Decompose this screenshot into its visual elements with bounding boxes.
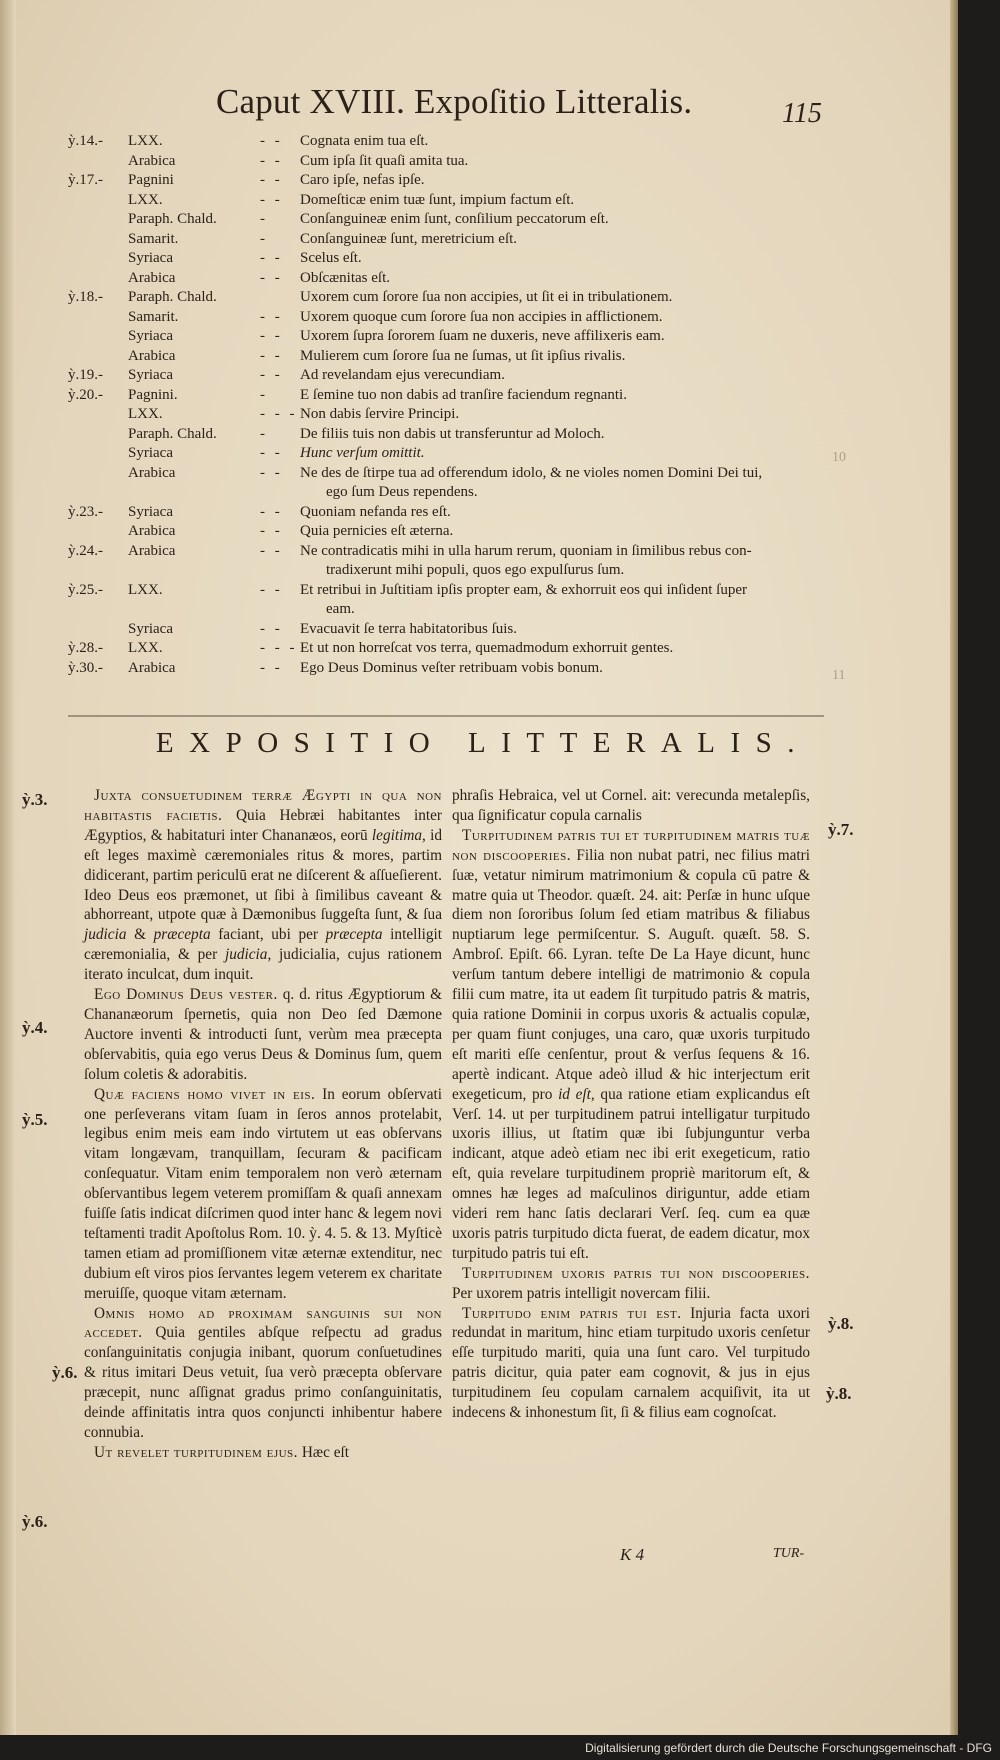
variant-leader-dashes: - - bbox=[260, 542, 283, 559]
variant-reading-text bbox=[300, 542, 820, 581]
variant-leader-dashes: - bbox=[260, 386, 268, 403]
variant-reading-line: Ne des de ſtirpe tua ad offerendum idolo, & ne violes nomen Domini Dei tui, bbox=[300, 464, 763, 481]
variant-verse-number: ỳ.19.- bbox=[68, 367, 103, 383]
variant-version-name: Pagnini. bbox=[128, 386, 178, 403]
variant-row bbox=[68, 191, 820, 211]
variant-verse-number bbox=[68, 152, 128, 172]
variant-row bbox=[68, 152, 820, 172]
commentary-paragraph bbox=[452, 786, 810, 826]
variant-leader-dashes: - - bbox=[260, 523, 283, 539]
variant-row bbox=[68, 308, 820, 328]
variant-leader-dashes: - - bbox=[260, 347, 283, 364]
commentary-paragraph bbox=[84, 985, 442, 1085]
lemma-heading: Turpitudo enim patris tui est. bbox=[462, 1304, 682, 1322]
variant-leader-dashes: - bbox=[260, 211, 268, 227]
variant-verse-number bbox=[68, 249, 128, 269]
commentary-text: Quia Hebræi habitantes inter Ægyptios, & habitaturi inter Chananæos, eorū bbox=[84, 806, 442, 844]
commentary-text: intelligit cæremonialia, & per bbox=[84, 926, 443, 964]
variant-reading-text bbox=[300, 503, 820, 523]
commentary-text: Hæc eſt bbox=[298, 1443, 349, 1461]
emphasized-term: judicia bbox=[84, 926, 127, 944]
variant-row bbox=[68, 386, 820, 406]
variant-row bbox=[68, 269, 820, 289]
variant-reading-line: Conſanguineæ ſunt, meretricium eſt. bbox=[300, 230, 518, 247]
variant-verse-number: ỳ.25.- bbox=[68, 581, 103, 598]
margin-verse-note: ỳ.3. bbox=[22, 790, 48, 809]
variant-verse-number bbox=[68, 230, 128, 250]
variant-row bbox=[68, 639, 820, 659]
variant-leader-dashes: - - bbox=[260, 328, 283, 344]
variant-version-name: Pagnini bbox=[128, 172, 174, 188]
variant-verse-number bbox=[68, 444, 128, 464]
variant-leader-dashes: - - bbox=[260, 367, 283, 383]
variant-row bbox=[68, 444, 820, 464]
lemma-heading: Ut revelet turpitudinem ejus. bbox=[94, 1443, 298, 1461]
variant-row bbox=[68, 581, 820, 620]
commentary-text: Filia non nubat patri, nec filius matri ſuæ, vetatur nimirum matrimonium & copula cū patre & matre quia ut Theodor. quæſt. 24. ait: Perſæ in hunc uſque diem non ſororibus ſolum ſed etiam matribus & filiabus nuptiarum lege permiſcentur. S. Auguſt. quæſt. 58. S. Ambroſ. Epiſt. 66. Lyran. teſte De La Haye dicunt, hunc verſum tantum debere intelligi de matrimonio & copula filii cum matre, ita ut eadem ſit turpitudo patris & matris, quia ratione Dominii in corpus uxoris & actualis copulæ, per quam fiunt conjuges, una caro, quæ uxoris turpitudo eſt mariti eſſe cenſentur, prout & verſus ſequens & 16. apertè indicant. Atque adeò illud bbox=[452, 846, 811, 1083]
variant-row bbox=[68, 288, 820, 308]
variant-reading-text bbox=[300, 639, 820, 659]
variant-version-name: LXX. bbox=[128, 640, 163, 656]
variant-reading-line: Uxorem ſupra ſororem ſuam ne duxeris, neve affilixeris eam. bbox=[300, 328, 665, 344]
commentary-text: & bbox=[126, 926, 154, 944]
variant-row bbox=[68, 249, 820, 269]
variant-row bbox=[68, 347, 820, 367]
commentary-text: hic interjectum erit exegeticum, pro bbox=[452, 1065, 811, 1103]
variant-row bbox=[68, 522, 820, 542]
variant-verse-number: ỳ.14.- bbox=[68, 133, 103, 149]
page-number: 115 bbox=[782, 98, 822, 129]
variant-reading-line: Caro ipſe, nefas ipſe. bbox=[300, 172, 425, 188]
variant-version-name: Paraph. Chald. bbox=[128, 211, 217, 227]
variant-row bbox=[68, 230, 820, 250]
variant-reading-line: Quia pernicies eſt æterna. bbox=[300, 523, 454, 539]
commentary-paragraph bbox=[452, 1304, 810, 1423]
variant-reading-text bbox=[300, 425, 820, 445]
variant-reading-text bbox=[300, 327, 820, 347]
variant-row bbox=[68, 620, 820, 640]
variant-verse-number: ỳ.17.- bbox=[68, 172, 103, 188]
commentary-text: q. d. ritus Ægyptiorum & Chananæorum ſpernetis, quia non Deo ſed Dæmone Auctore inventi & introducti ſunt, verùm mea præcepta obſervabitis, quia ego verus Deus & Dominus ſum, quem ſolum coletis & adorabitis. bbox=[84, 986, 442, 1083]
variant-reading-text bbox=[300, 405, 820, 425]
variant-leader-dashes: - - - bbox=[260, 406, 298, 422]
variant-reading-line: Conſanguineæ enim ſunt, conſilium peccatorum eſt. bbox=[300, 211, 609, 227]
variant-verse-number: ỳ.30.- bbox=[68, 659, 103, 676]
lemma-heading: Omnis homo ad proximam sanguinis sui non accedet. bbox=[84, 1304, 442, 1342]
variant-reading-text bbox=[300, 249, 820, 269]
variant-verse-number bbox=[68, 347, 128, 367]
variant-version-name: LXX. bbox=[128, 133, 163, 149]
variant-verse-number bbox=[68, 425, 128, 445]
variant-reading-line: Quoniam nefanda res eſt. bbox=[300, 503, 451, 520]
variant-version-name: Samarit. bbox=[128, 308, 179, 325]
page-gutter bbox=[0, 0, 16, 1735]
variant-verse-number bbox=[68, 308, 128, 328]
bleed-through-mark: 11 bbox=[832, 668, 846, 683]
lemma-heading: Juxta consuetudinem terræ Ægypti in qua non habitastis facietis. bbox=[84, 787, 442, 824]
variant-reading-text bbox=[300, 620, 820, 640]
signature-mark: K 4 bbox=[620, 1545, 645, 1564]
margin-verse-note: ỳ.4. bbox=[22, 1018, 48, 1037]
variant-version-name: Syriaca bbox=[128, 250, 173, 266]
variant-reading-continuation: eam. bbox=[326, 601, 355, 617]
variant-leader-dashes: - - bbox=[260, 133, 283, 149]
variant-reading-text bbox=[300, 659, 820, 679]
variant-leader-dashes: - - bbox=[260, 250, 283, 266]
variant-row bbox=[68, 132, 820, 152]
variant-reading-text bbox=[300, 132, 820, 152]
variant-reading-line: Hunc verſum omittit. bbox=[300, 445, 425, 461]
variant-leader-dashes: - - bbox=[260, 172, 283, 188]
variant-verse-number: ỳ.23.- bbox=[68, 503, 103, 520]
variant-row bbox=[68, 405, 820, 425]
variant-version-name: Arabica bbox=[128, 347, 176, 364]
credit-text: Digitalisierung gefördert durch die Deutsche Forschungsgemeinschaft - DFG bbox=[585, 1741, 992, 1755]
margin-verse-note: ỳ.7. bbox=[828, 820, 854, 839]
digitization-credit bbox=[0, 1736, 1000, 1760]
commentary-paragraph bbox=[84, 1304, 442, 1443]
variant-row bbox=[68, 425, 820, 445]
emphasized-term: legitima bbox=[371, 826, 423, 844]
variant-reading-text bbox=[300, 444, 820, 464]
variant-reading-line: Scelus eſt. bbox=[300, 250, 362, 266]
variant-reading-text bbox=[300, 191, 820, 211]
variant-reading-line: Mulierem cum ſorore ſua ne ſumas, ut ſit ipſius rivalis. bbox=[300, 347, 626, 364]
variant-version-name: Arabica bbox=[128, 152, 176, 169]
variant-leader-dashes bbox=[260, 288, 300, 308]
margin-verse-note: ỳ.8. bbox=[828, 1314, 854, 1333]
commentary-paragraph bbox=[84, 1085, 442, 1304]
variant-version-name: LXX. bbox=[128, 581, 163, 598]
variant-reading-text bbox=[300, 366, 820, 386]
variant-version-name: Paraph. Chald. bbox=[128, 425, 217, 442]
variant-version-name: Arabica bbox=[128, 269, 176, 286]
running-head: Caput XVIII. Expoſitio Litteralis. bbox=[216, 82, 693, 121]
commentary-text: phraſis Hebraica, vel ut Cornel. ait: verecunda metalepſis, qua ſignificatur copula carnalis bbox=[452, 787, 810, 824]
variant-reading-text bbox=[300, 581, 820, 620]
variant-reading-text bbox=[300, 386, 820, 406]
variant-leader-dashes: - - bbox=[260, 503, 283, 520]
commentary-text: , judicialia, cujus rationem iterato inculcat, dum inquit. bbox=[84, 946, 442, 984]
variant-reading-text bbox=[300, 464, 820, 503]
variant-reading-text bbox=[300, 230, 820, 250]
variant-reading-text bbox=[300, 347, 820, 367]
variant-row bbox=[68, 503, 820, 523]
emphasized-term: id eſt bbox=[558, 1085, 591, 1103]
variant-reading-line: Non dabis ſervire Principi. bbox=[300, 406, 460, 422]
variant-leader-dashes: - - - bbox=[260, 640, 298, 656]
margin-verse-note: ỳ.8. bbox=[826, 1384, 852, 1403]
variant-verse-number bbox=[68, 191, 128, 211]
variant-readings-table bbox=[68, 132, 820, 678]
commentary-paragraph bbox=[84, 786, 442, 985]
variant-version-name: Samarit. bbox=[128, 230, 179, 247]
variant-reading-text bbox=[300, 288, 820, 308]
variant-version-name: Syriaca bbox=[128, 503, 173, 520]
lemma-heading: Ego Dominus Deus vester. bbox=[94, 986, 278, 1004]
variant-row bbox=[68, 210, 820, 230]
page-edge bbox=[950, 0, 958, 1735]
emphasized-term: & bbox=[669, 1065, 682, 1083]
section-title: EXPOSITIO LITTERALIS. bbox=[155, 727, 811, 759]
variant-leader-dashes: - - bbox=[260, 659, 283, 676]
variant-leader-dashes: - - bbox=[260, 464, 283, 481]
variant-row bbox=[68, 171, 820, 191]
variant-reading-line: Et retribui in Juſtitiam ipſis propter eam, & exhorruit eos qui inſident ſuper bbox=[300, 581, 747, 598]
variant-reading-line: Cognata enim tua eſt. bbox=[300, 133, 429, 149]
commentary-text: , id eſt leges maximè cæremoniales ritus & mores, partim didicerant, partim periculū erat ne diſcerent & aſſueſierent. Ideo Deus eos præmonet, ut ſibi à ſimilibus caveant & abhorreant, utpote quæ à Dæmonibus ſuggeſta ſunt, & ſua bbox=[84, 826, 442, 924]
variant-reading-line: Uxorem quoque cum ſorore ſua non accipies in afflictionem. bbox=[300, 308, 663, 325]
catchword: TUR- bbox=[773, 1546, 805, 1561]
commentary-text: Injuria facta uxori redundat in maritum, hinc etiam turpitudo uxoris cenſetur eſſe turpitudo mariti, quia una ſunt caro. Vel turpitudo patris dicitur, quia pater eam cognovit, & jus in ejus turpitudinem ſeu copulam carnalem acquiſivit, ita ut indecens & inhonestum ſit, ſi & filius eam cognoſcat. bbox=[452, 1304, 810, 1422]
variant-reading-line: E ſemine tuo non dabis ad tranſire faciendum regnanti. bbox=[300, 386, 627, 403]
variant-verse-number bbox=[68, 210, 128, 230]
variant-reading-text bbox=[300, 171, 820, 191]
commentary-right-column bbox=[452, 786, 810, 1423]
variant-version-name: Arabica bbox=[128, 659, 176, 676]
lemma-heading: Turpitudinem patris tui et turpitudinem matris tuæ non discooperies. bbox=[452, 826, 810, 864]
variant-verse-number bbox=[68, 405, 128, 425]
variant-verse-number bbox=[68, 464, 128, 503]
variant-verse-number: ỳ.18.- bbox=[68, 289, 103, 305]
variant-reading-line: De filiis tuis non dabis ut transferuntur ad Moloch. bbox=[300, 425, 605, 442]
bleed-through-mark: 10 bbox=[832, 450, 846, 465]
commentary-text: faciant, ubi per bbox=[210, 926, 326, 944]
variant-leader-dashes: - bbox=[260, 425, 268, 442]
variant-version-name: LXX. bbox=[128, 406, 163, 422]
variant-verse-number bbox=[68, 620, 128, 640]
commentary-text: Per uxorem patris intelligit novercam filii. bbox=[452, 1284, 711, 1302]
variant-leader-dashes: - - bbox=[260, 308, 283, 325]
emphasized-term: præcepta bbox=[325, 926, 383, 944]
emphasized-term: judicia bbox=[224, 946, 268, 964]
variant-version-name: Arabica bbox=[128, 542, 176, 559]
variant-reading-continuation: ego ſum Deus rependens. bbox=[326, 484, 478, 500]
variant-leader-dashes: - - bbox=[260, 620, 283, 637]
variant-leader-dashes: - - bbox=[260, 581, 283, 598]
variant-leader-dashes: - - bbox=[260, 269, 283, 286]
variant-version-name: LXX. bbox=[128, 191, 163, 208]
variant-reading-line: Evacuavit ſe terra habitatoribus ſuis. bbox=[300, 620, 518, 637]
variant-version-name: Syriaca bbox=[128, 445, 173, 461]
variant-leader-dashes: - - bbox=[260, 152, 283, 169]
variant-row bbox=[68, 542, 820, 581]
variant-version-name: Syriaca bbox=[128, 328, 173, 344]
variant-leader-dashes: - - bbox=[260, 445, 283, 461]
variant-reading-line: Et ut non horreſcat vos terra, quemadmodum exhorruit gentes. bbox=[300, 640, 674, 656]
margin-verse-note: ỳ.6. bbox=[52, 1363, 78, 1382]
commentary-text: Quia gentiles abſque reſpectu ad gradus conſanguinitatis conjugia inibant, quorum conſuetudines & ritus imitari Deus vetuit, ſua verò præcepta obſervare præcepit, nunc aſſignat gradus primo conſanguinitatis, deinde affinitatis intra quos conjuncti inhibentur habere connubia. bbox=[84, 1324, 442, 1441]
variant-verse-number bbox=[68, 269, 128, 289]
commentary-paragraph bbox=[84, 1443, 442, 1463]
variant-version-name: Arabica bbox=[128, 523, 176, 539]
margin-verse-note: ỳ.5. bbox=[22, 1110, 48, 1129]
variant-reading-line: Obſcænitas eſt. bbox=[300, 269, 390, 286]
variant-reading-text bbox=[300, 269, 820, 289]
variant-version-name: Syriaca bbox=[128, 367, 173, 383]
variant-reading-text bbox=[300, 308, 820, 328]
variant-version-name: Arabica bbox=[128, 464, 176, 481]
variant-version-name: Syriaca bbox=[128, 620, 173, 637]
variant-reading-text bbox=[300, 210, 820, 230]
emphasized-term: præcepta bbox=[153, 926, 211, 944]
variant-reading-text bbox=[300, 152, 820, 172]
variant-verse-number: ỳ.28.- bbox=[68, 640, 103, 656]
commentary-paragraph bbox=[452, 826, 810, 1264]
variant-leader-dashes: - - bbox=[260, 191, 283, 208]
variant-leader-dashes: - bbox=[260, 230, 268, 247]
variant-verse-number bbox=[68, 522, 128, 542]
variant-row bbox=[68, 327, 820, 347]
variant-row bbox=[68, 659, 820, 679]
variant-version-name: Paraph. Chald. bbox=[128, 289, 217, 305]
variant-reading-line: Ad revelandam ejus verecundiam. bbox=[300, 367, 505, 383]
variant-reading-line: Cum ipſa ſit quaſi amita tua. bbox=[300, 152, 469, 169]
variant-row bbox=[68, 464, 820, 503]
variant-reading-line: Domeſticæ enim tuæ ſunt, impium factum eſt. bbox=[300, 191, 575, 208]
section-rule bbox=[68, 715, 824, 717]
commentary-paragraph bbox=[452, 1264, 810, 1304]
variant-verse-number: ỳ.20.- bbox=[68, 386, 103, 403]
variant-verse-number bbox=[68, 327, 128, 347]
variant-reading-line: Ego Deus Dominus veſter retribuam vobis bonum. bbox=[300, 659, 603, 676]
commentary-text: In eorum obſervati one perſeverans vitam ſuam in ſeros annos protelabit, legibus enim meis eam indo virtutem ut eas obſervans vitam longævam, tranquillam, ſecuram & pacificam conſequatur. Vitam enim temporalem non verò æternam obſervantibus legem veterem promiſſam & quaſi annexam fuiſſe ſatis indicat diſcrimen quod inter hanc & legem novi teſtamenti tradit Apoſtolus Rom. 10. ỳ. 4. 5. & 13. Myſticè tamen etiam ad promiſſionem vitæ æternæ extenditur, nec dubium eſt viros pios ſervantes legem veterem ex charitate meruiſſe, quoque vitam æternam. bbox=[84, 1085, 442, 1302]
commentary-left-column bbox=[84, 786, 442, 1463]
variant-reading-line: Ne contradicatis mihi in ulla harum rerum, quoniam in ſimilibus rebus con- bbox=[300, 542, 752, 559]
variant-reading-line: Uxorem cum ſorore ſua non accipies, ut ſit ei in tribulationem. bbox=[300, 289, 673, 305]
variant-reading-continuation: tradixerunt mihi populi, quos ego expulſurus ſum. bbox=[326, 562, 625, 578]
lemma-heading: Turpitudinem uxoris patris tui non discooperies. bbox=[462, 1264, 810, 1282]
margin-verse-note: ỳ.6. bbox=[22, 1512, 48, 1531]
variant-verse-number: ỳ.24.- bbox=[68, 542, 103, 559]
commentary-text: , qua ratione etiam explicandus eſt Verſ. 14. ut per turpitudinem patrui intelligatur turpitudo uxoris illius, ut ſtatim quæ ibi ſubjunguntur verba indicant, atque adeò etiam nec ibi erit exegeticum, ratio eſt, quia revelare turpitudinem propriè maritorum eſt, & omnes hæ leges ad maſculinos diriguntur, adde etiam videri rem hanc ſatis declarari Verſ. ſeq. cum ea quæ uxoris patris turpitudo dicta fuerat, de eadem dicatur, mox turpitudo patris tui eſt. bbox=[452, 1085, 810, 1262]
variant-reading-text bbox=[300, 522, 820, 542]
variant-row bbox=[68, 366, 820, 386]
lemma-heading: Quæ faciens homo vivet in eis. bbox=[94, 1085, 316, 1103]
